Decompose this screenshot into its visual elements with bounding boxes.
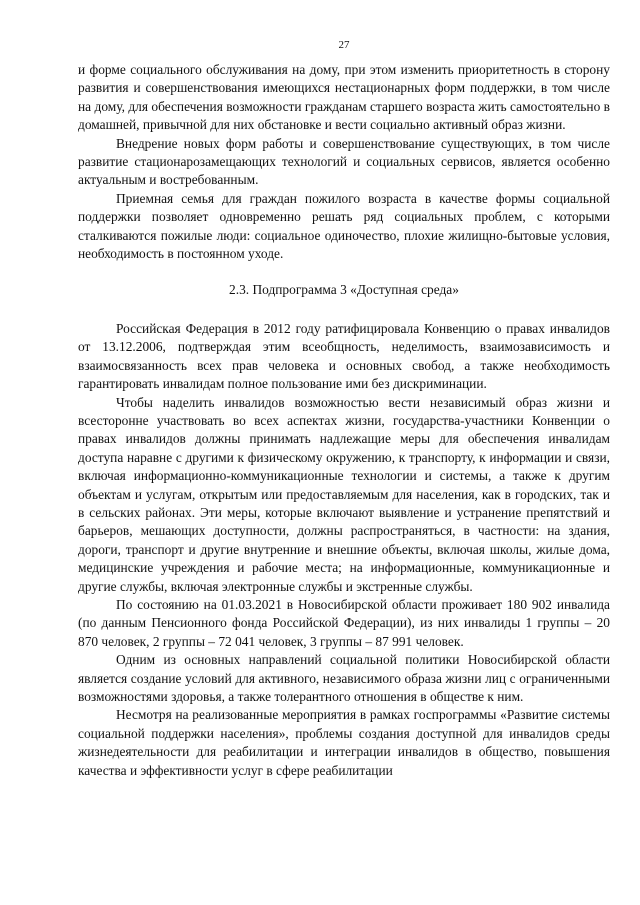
paragraph: По состоянию на 01.03.2021 в Новосибирской области проживает 180 902 инвалида (по данным Пенсионного фонда Российской Федерации), из них инвалиды 1 группы – 20 870 человек, 2 группы – 72 041 человек, 3 группы – 87 991 человек. [78, 596, 610, 649]
spacer [78, 263, 610, 281]
page-number: 27 [338, 39, 350, 51]
paragraph: Чтобы наделить инвалидов возможностью вести независимый образ жизни и всесторонне участвовать во всех аспектах жизни, государства-участники Конвенции о правах инвалидов должны принимать надлежащие меры для обеспечения инвалидам доступа наравне с другими к физическому окружению, к транспорту, к информации и связи, включая информационно-коммуникационные технологии и системы, а также к другим объектам и услугам, открытым или предоставляемым для населения, как в городских, так и в сельских районах. Эти меры, которые включают выявление и устранение препятствий и барьеров, мешающих доступности, должны распространяться, в частности: на здания, дороги, транспорт и другие внутренние и внешние объекты, включая школы, жилые дома, медицинские учреждения и рабочие места; на информационные, коммуникационные и другие службы, включая электронные службы и экстренные службы. [78, 394, 610, 594]
page-content [78, 61, 610, 780]
paragraph: Российская Федерация в 2012 году ратифицировала Конвенцию о правах инвалидов от 13.12.2006, подтверждая этим всеобщность, неделимость, взаимозависимость и взаимосвязанность всех прав человека и основных свобод, а также необходимость гарантировать инвалидам полное пользование ими без дискриминации. [78, 320, 610, 392]
spacer [78, 300, 610, 320]
section-heading: 2.3. Подпрограмма 3 «Доступная среда» [229, 282, 459, 298]
paragraph: Приемная семья для граждан пожилого возраста в качестве формы социальной поддержки позволяет одновременно решать ряд социальных проблем, с которыми сталкиваются пожилые люди: социальное одиночество, плохие жилищно-бытовые условия, необходимость в постоянном уходе. [78, 190, 610, 262]
paragraph: Внедрение новых форм работы и совершенствование существующих, в том числе развитие стационарозамещающих технологий и социальных сервисов, является особенно актуальным и востребованным. [78, 135, 610, 188]
paragraph: Одним из основных направлений социальной политики Новосибирской области является создание условий для активного, независимого образа жизни лиц с ограниченными возможностями здоровья, а также толерантного отношения в обществе к ним. [78, 652, 610, 704]
paragraph: и форме социального обслуживания на дому, при этом изменить приоритетность в сторону развития и совершенствования имеющихся нестационарных форм поддержки, в том числе на дому, для обеспечения возможности гражданам старшего возраста жить самостоятельно в домашней, привычной для них обстановке и вести социально активный образ жизни. [78, 62, 610, 133]
paragraph: Несмотря на реализованные мероприятия в рамках госпрограммы «Развитие системы социальной поддержки населения», проблемы создания доступной для инвалидов среды жизнедеятельности для реабилитации и интеграции инвалидов в общество, повышения качества и эффективности услуг в сфере реабилитации [78, 707, 610, 778]
